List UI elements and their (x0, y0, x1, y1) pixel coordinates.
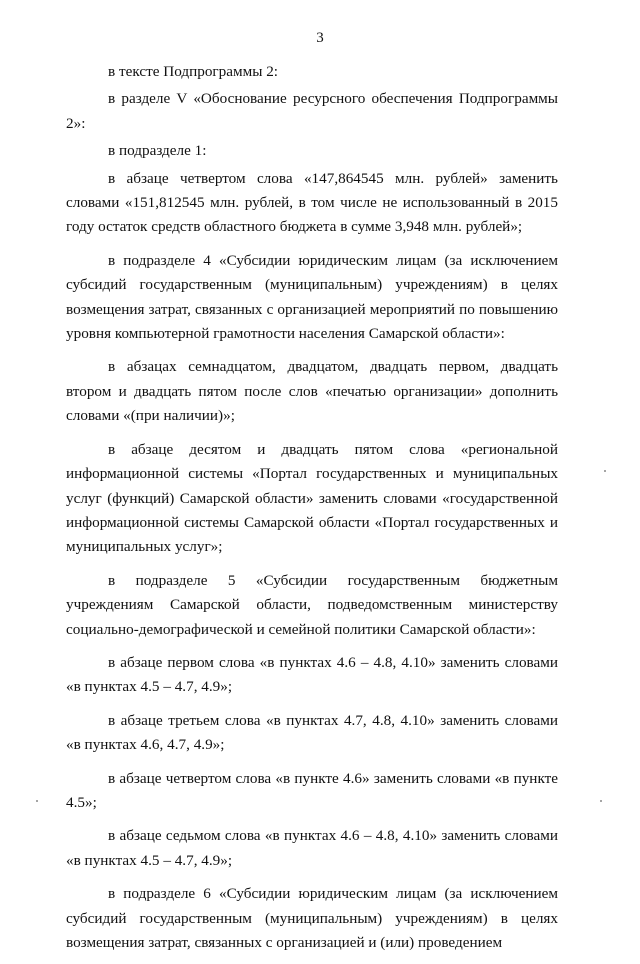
paragraph: в подразделе 4 «Субсидии юридическим лицам (за исключением субсидий государственным (муниципальным) учреждениям) в целях возмещения затрат, связанных с организацией мероприятий по повышению уровня компьютерной грамотности населения Самарской области»: (66, 251, 558, 343)
paragraph: в абзаце четвертом слова «147,864545 млн. рублей» заменить словами «151,812545 млн. рублей, в том числе не использованный в 2015 году остаток средств областного бюджета в сумме 3,948 млн. рублей»; (66, 169, 558, 236)
page-number: 3 (316, 30, 324, 46)
paragraph: в абзаце первом слова «в пунктах 4.6 – 4.8, 4.10» заменить словами «в пунктах 4.5 – 4.7, 4.9»; (66, 653, 558, 696)
paragraph: в абзаце третьем слова «в пунктах 4.7, 4.8, 4.10» заменить словами «в пунктах 4.6, 4.7, 4.9»; (66, 711, 558, 754)
document-body (66, 60, 558, 964)
paragraph: в абзацах семнадцатом, двадцатом, двадцать первом, двадцать втором и двадцать пятом после слов «печатью организации» дополнить словами «(при наличии)»; (66, 358, 558, 425)
paragraph: в разделе V «Обоснование ресурсного обеспечения Подпрограммы 2»: (66, 90, 558, 132)
paragraph: в абзаце четвертом слова «в пункте 4.6» заменить словами «в пункте 4.5»; (66, 769, 558, 811)
paragraph: в подразделе 5 «Субсидии государственным бюджетным учреждениям Самарской области, подведомственным министерству социально-демографической и семейной политики Самарской области»: (66, 571, 558, 638)
paragraph: в подразделе 6 «Субсидии юридическим лицам (за исключением субсидий государственным (муниципальным) учреждениям) в целях возмещения затрат, связанных с организацией и (или) проведением (66, 885, 558, 951)
scan-speck (600, 800, 602, 802)
paragraph: в тексте Подпрограммы 2: (108, 63, 279, 80)
paragraph: в подразделе 1: (108, 142, 207, 160)
scan-speck (604, 470, 606, 472)
scan-speck (36, 800, 38, 802)
paragraph: в абзаце седьмом слова «в пунктах 4.6 – 4.8, 4.10» заменить словами «в пунктах 4.5 – 4.7, 4.9»; (66, 827, 558, 869)
paragraph: в абзаце десятом и двадцать пятом слова «региональной информационной системы «Портал государственных и муниципальных услуг (функций) Самарской области» заменить словами «государственной информационной системы Самарской области «Портал государственных и муниципальных услуг»; (66, 440, 558, 556)
